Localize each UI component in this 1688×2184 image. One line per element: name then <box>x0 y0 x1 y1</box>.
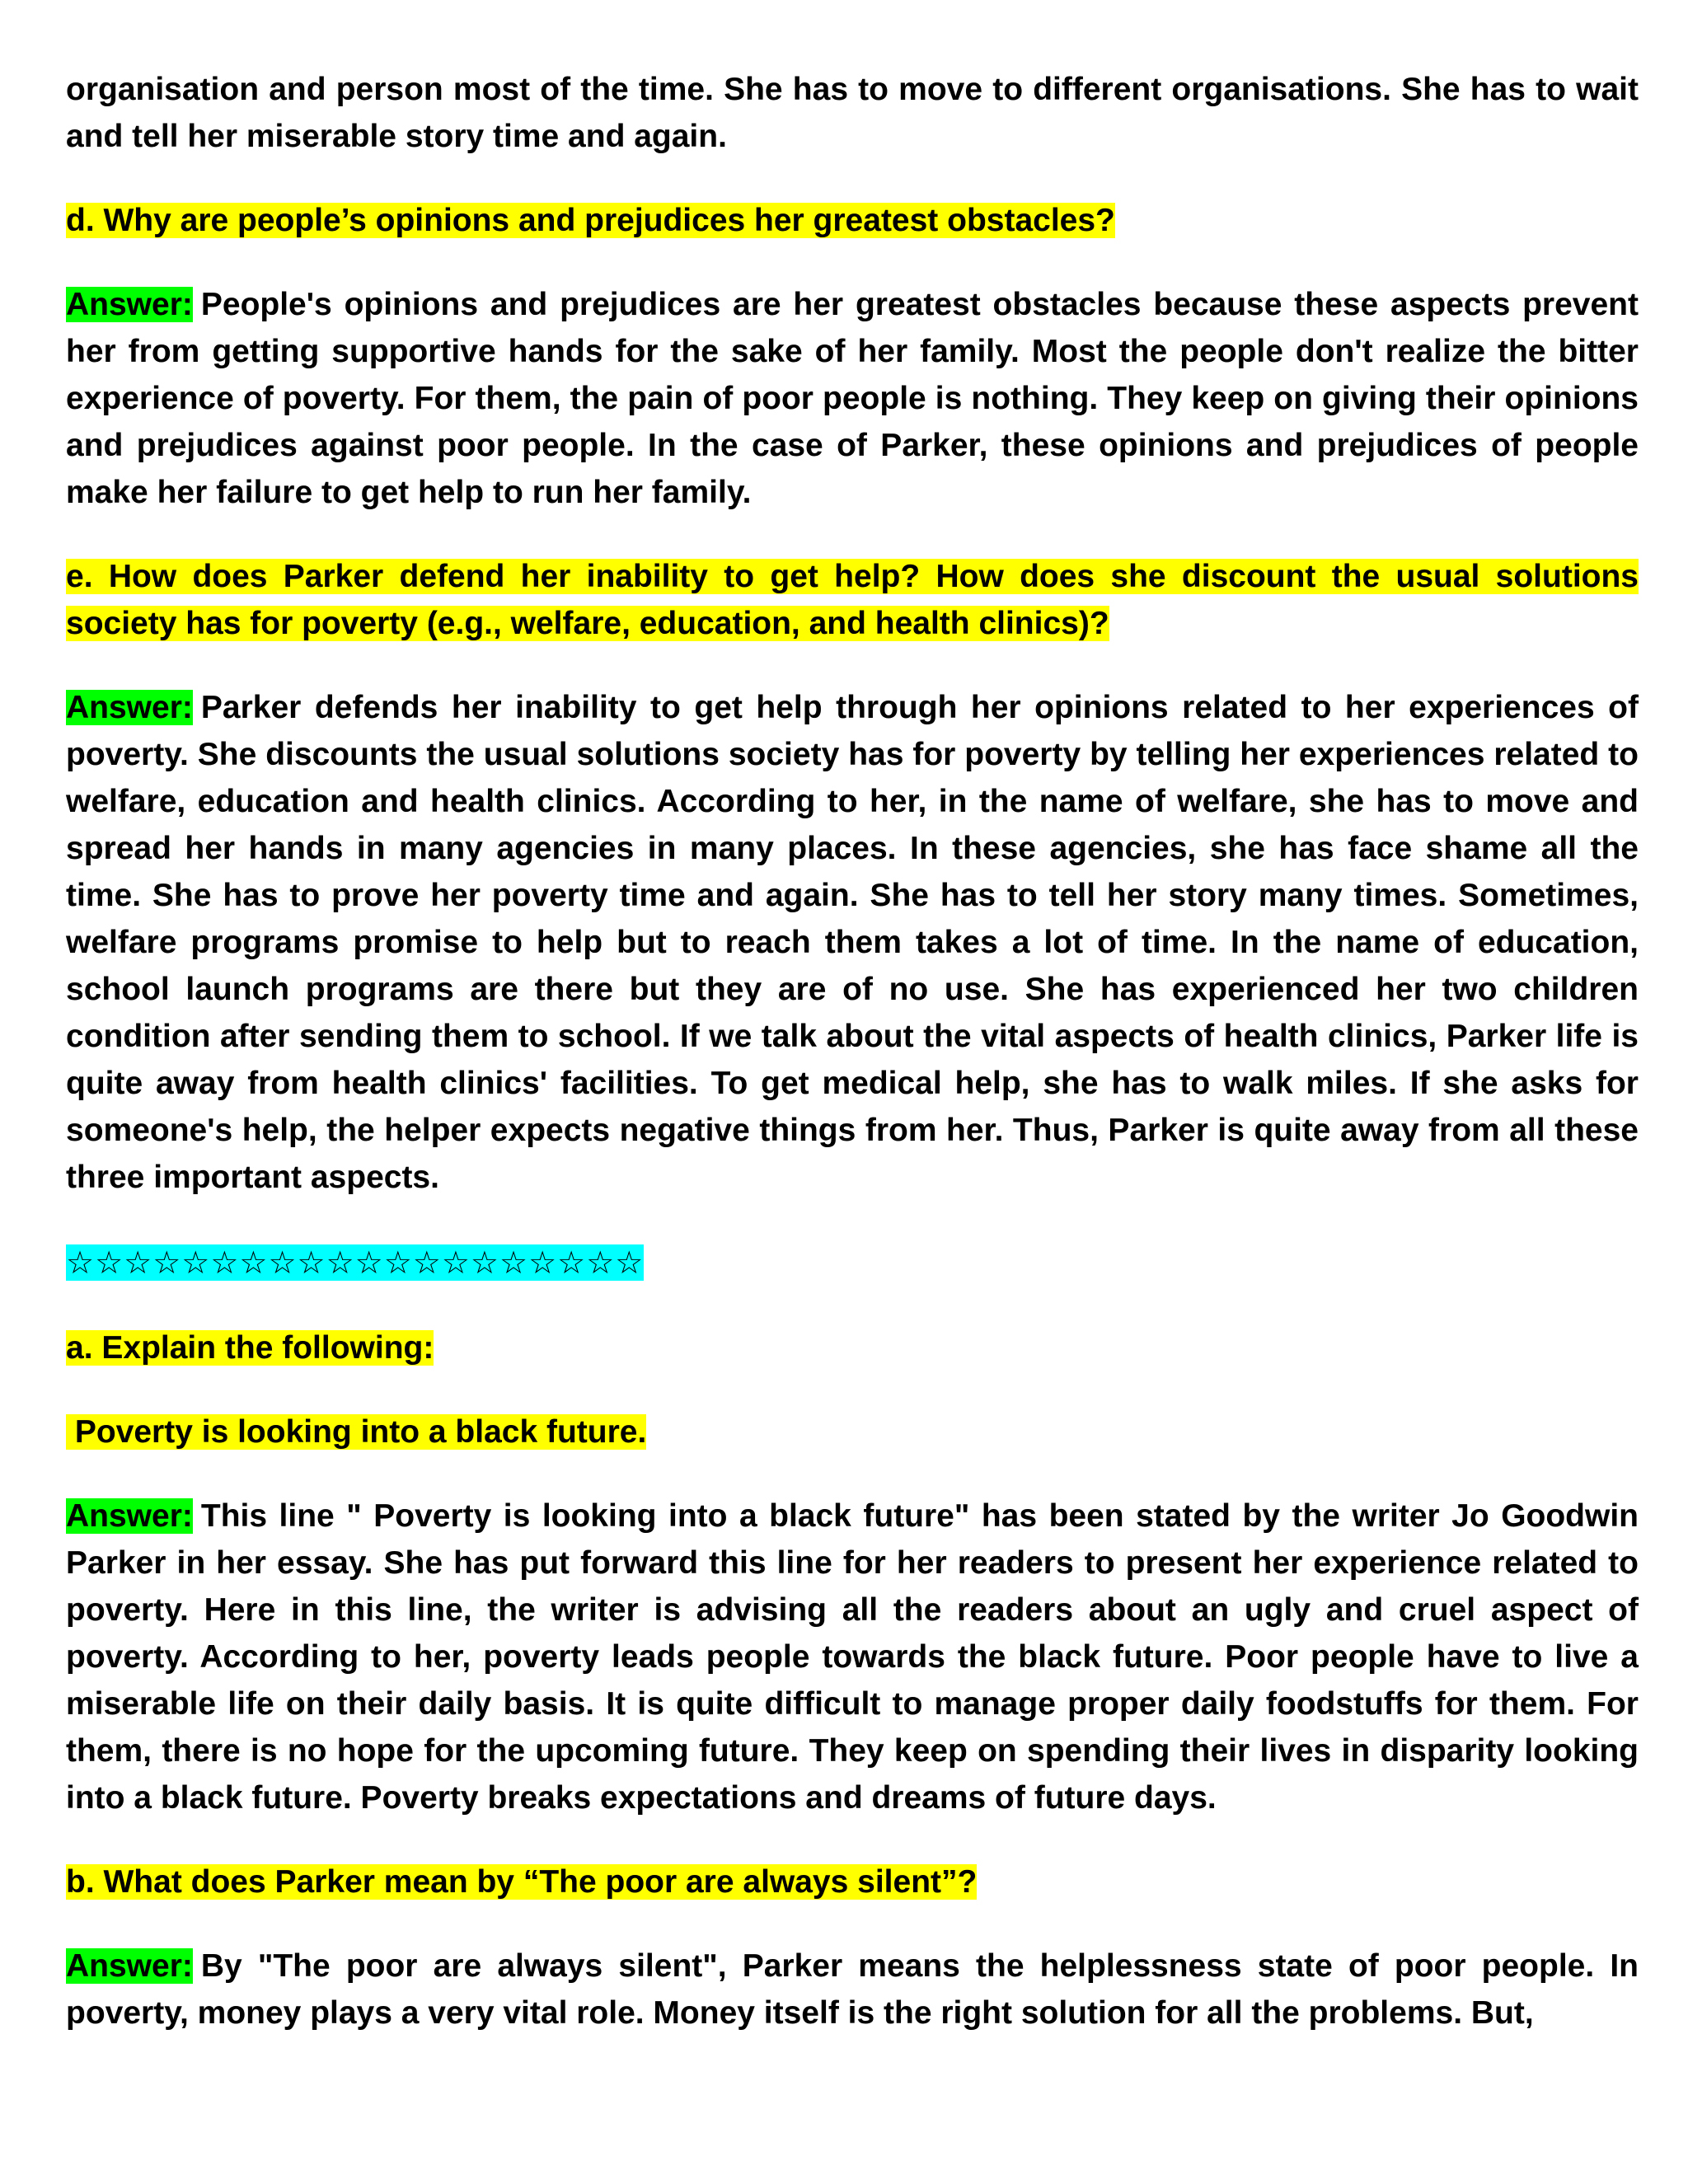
answer-d-paragraph <box>66 281 1639 516</box>
answer-label: Answer: <box>66 1498 193 1534</box>
answer-a-text: This line " Poverty is looking into a black future" has been stated by the writer Jo Goodwin Parker in her essay. She has put forward this line for her readers to present her experience related to poverty. Here in this line, the writer is advising all the readers about an ugly and cruel aspect of poverty. According to her, poverty leads people towards the black future. Poor people have to live a miserable life on their daily basis. It is quite difficult to manage proper daily foodstuffs for them. For them, there is no hope for the upcoming future. They keep on spending their lives in disparity looking into a black future. Poverty breaks expectations and dreams of future days. <box>66 1498 1639 1816</box>
answer-d-text: People's opinions and prejudices are her greatest obstacles because these aspects prevent her from getting supportive hands for the sake of her family. Most the people don't realize the bitter experience of poverty. For them, the pain of poor people is nothing. They keep on giving their opinions and prejudices against poor people. In the case of Parker, these opinions and prejudices of people make her failure to get help to run her family. <box>66 287 1639 510</box>
answer-label: Answer: <box>66 287 193 322</box>
answer-label: Answer: <box>66 1948 193 1984</box>
section-a-heading <box>66 1324 1639 1371</box>
section-b-question <box>66 1858 1639 1905</box>
question-d-text: d. Why are people’s opinions and prejudices her greatest obstacles? <box>66 203 1115 238</box>
answer-e-text: Parker defends her inability to get help through her opinions related to her experiences of poverty. She discounts the usual solutions society has for poverty by telling her experiences related to welfare, education and health clinics. According to her, in the name of welfare, she has to move and spread her hands in many agencies in many places. In these agencies, she has face shame all the time. She has to prove her poverty time and again. She has to tell her story many times. Sometimes, welfare programs promise to help but to reach them takes a lot of time. In the name of education, school launch programs are there but they are of no use. She has experienced her two children condition after sending them to school. If we talk about the vital aspects of health clinics, Parker life is quite away from health clinics' facilities. To get medical help, she has to walk miles. If she asks for someone's help, the helper expects negative things from her. Thus, Parker is quite away from all these three important aspects. <box>66 690 1639 1195</box>
question-e-text: e. How does Parker defend her inability to get help? How does she discount the usual solutions society has for poverty (e.g., welfare, education, and health clinics)? <box>66 559 1639 641</box>
answer-b-text: By "The poor are always silent", Parker means the helplessness state of poor people. In poverty, money plays a very vital role. Money itself is the right solution for all the problems. But, <box>66 1948 1639 2031</box>
section-a-quote <box>66 1408 1639 1455</box>
star-divider-text: ☆☆☆☆☆☆☆☆☆☆☆☆☆☆☆☆☆☆☆☆ <box>66 1244 645 1281</box>
section-a-heading-text: a. Explain the following: <box>66 1330 434 1366</box>
continuation-paragraph: organisation and person most of the time. She has to move to different organisations. She has to wait and tell her miserable story time and again. <box>66 72 1639 154</box>
question-e <box>66 553 1639 647</box>
section-a-quote-text: Poverty is looking into a black future. <box>66 1414 647 1450</box>
section-b-question-text: b. What does Parker mean by “The poor are always silent”? <box>66 1864 978 1900</box>
answer-e-paragraph <box>66 684 1639 1201</box>
answer-label: Answer: <box>66 690 193 725</box>
answer-b-paragraph <box>66 1943 1639 2036</box>
answer-a-paragraph <box>66 1493 1639 1821</box>
star-divider <box>66 1238 1639 1287</box>
question-d <box>66 197 1639 244</box>
